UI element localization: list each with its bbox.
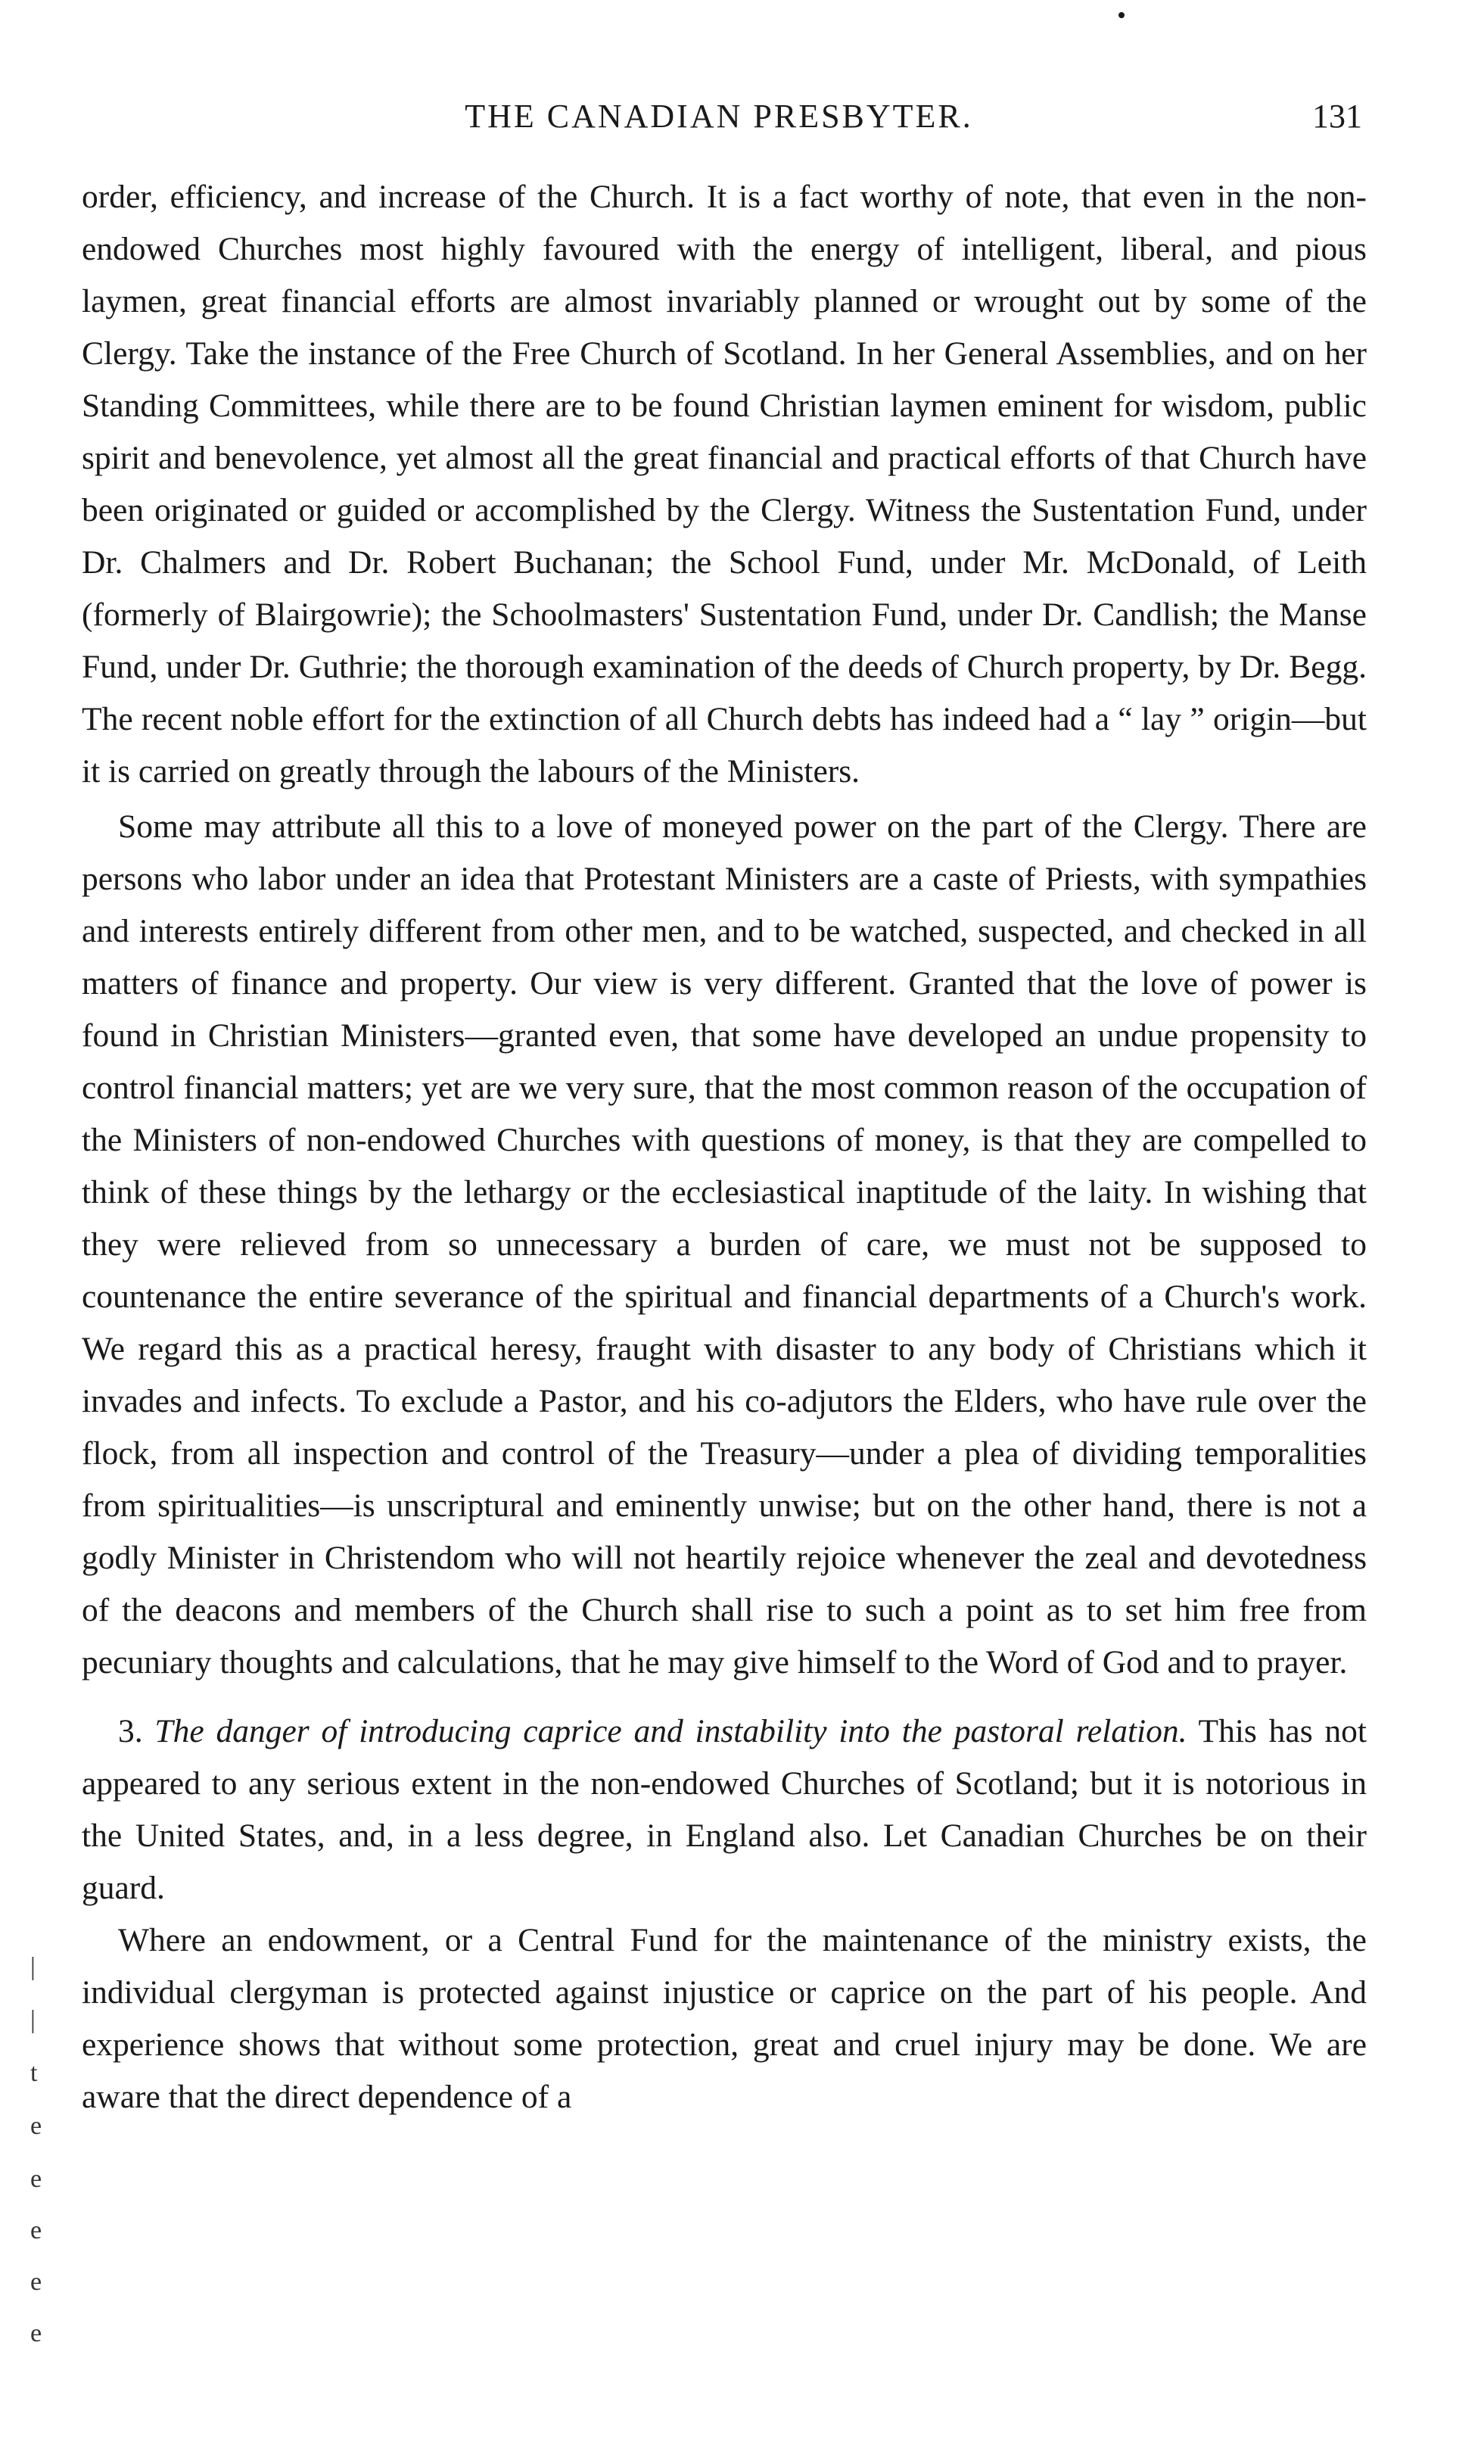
- body-text: [82, 171, 1367, 2123]
- page-number: 131: [1312, 98, 1362, 135]
- section-heading: The danger of introducing caprice and instability into the pastoral relation.: [154, 1713, 1187, 1749]
- margin-mark: e: [30, 2112, 42, 2140]
- running-head: [76, 97, 1362, 142]
- margin-mark: t: [30, 2059, 38, 2087]
- paragraph-1: order, efficiency, and increase of the Church. It is a fact worthy of note, that even in the non-endowed Churches most highly favoured with the energy of intelligent, liberal, and pious laymen, great financial efforts are almost invariably planned or wrought out by some of the Clergy. Take the instance of the Free Church of Scotland. In her General Assemblies, and on her Standing Committees, while there are to be found Christian laymen eminent for wisdom, public spirit and benevolence, yet almost all the great financial and practical efforts of that Church have been originated or guided or accomplished by the Clergy. Witness the Sustentation Fund, under Dr. Chalmers and Dr. Robert Buchanan; the School Fund, under Mr. McDonald, of Leith (formerly of Blairgowrie); the Schoolmasters' Sustentation Fund, under Dr. Candlish; the Manse Fund, under Dr. Guthrie; the thorough examination of the deeds of Church property, by Dr. Begg. The recent noble effort for the extinction of all Church debts has indeed had a “ lay ” origin—but it is carried on greatly through the labours of the Ministers.: [82, 179, 1367, 790]
- margin-mark: e: [30, 2268, 42, 2296]
- running-title: THE CANADIAN PRESBYTER.: [465, 98, 973, 135]
- margin-mark: e: [30, 2216, 42, 2244]
- paragraph-3: [82, 1705, 1367, 1914]
- margin-mark: |: [30, 1953, 36, 1981]
- margin-mark: e: [30, 2319, 42, 2347]
- paragraph-4: Where an endowment, or a Central Fund for the maintenance of the ministry exists, the individual clergyman is protected against injustice or caprice on the part of his people. And experience shows that without some protection, great and cruel injury may be done. We are aware that the direct dependence of a: [82, 1922, 1367, 2115]
- paragraph-2: Some may attribute all this to a love of moneyed power on the part of the Clergy. There are persons who labor under an idea that Protestant Ministers are a caste of Priests, with sympathies and interests entirely different from other men, and to be watched, suspected, and checked in all matters of finance and property. Our view is very different. Granted that the love of power is found in Christian Ministers—granted even, that some have developed an undue propensity to control financial matters; yet are we very sure, that the most common reason of the occupation of the Ministers of non-endowed Churches with questions of money, is that they are compelled to think of these things by the lethargy or the ecclesiastical inaptitude of the laity. In wishing that they were relieved from so unnecessary a burden of care, we must not be supposed to countenance the entire severance of the spiritual and financial departments of a Church's work. We regard this as a practical heresy, fraught with disaster to any body of Christians which it invades and infects. To exclude a Pastor, and his co-adjutors the Elders, who have rule over the flock, from all inspection and control of the Treasury—under a plea of dividing temporalities from spiritualities—is unscriptural and eminently unwise; but on the other hand, there is not a godly Minister in Christendom who will not heartily rejoice whenever the zeal and devotedness of the deacons and members of the Church shall rise to such a point as to set him free from pecuniary thoughts and calculations, that he may give himself to the Word of God and to prayer.: [82, 808, 1367, 1681]
- section-text: This has not appeared to any serious extent in the non-endowed Churches of Scotland; but it is notorious in the United States, and, in a less degree, in England also. Let Canadian Churches be on their guard.: [82, 1713, 1367, 1906]
- margin-marks: [0, 0, 76, 2464]
- margin-mark: e: [30, 2165, 42, 2193]
- section-number: 3.: [118, 1713, 143, 1749]
- margin-mark: |: [30, 2006, 36, 2034]
- ink-speck: [1118, 12, 1125, 18]
